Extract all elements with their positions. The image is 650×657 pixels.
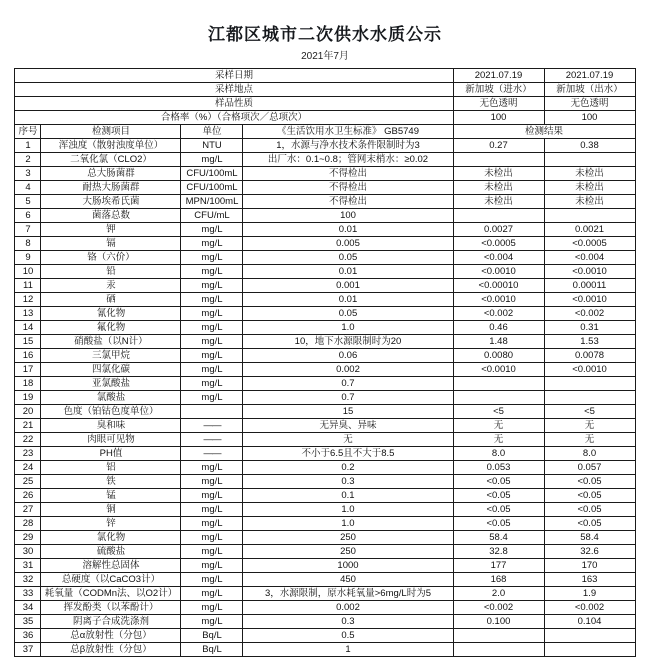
row-index: 16 <box>15 349 41 363</box>
row-item-name: 三氯甲烷 <box>41 349 181 363</box>
row-standard: 1.0 <box>243 503 453 517</box>
table-row <box>15 195 635 209</box>
row-item-name: 硝酸盐（以N计） <box>41 335 181 349</box>
row-index: 21 <box>15 419 41 433</box>
row-item-name: 亚氯酸盐 <box>41 377 181 391</box>
row-result-1: <0.05 <box>453 503 544 517</box>
row-unit: mg/L <box>181 601 243 615</box>
row-result-1: 168 <box>453 573 544 587</box>
row-result-2 <box>544 377 635 391</box>
water-quality-table <box>14 68 635 657</box>
row-result-1: 无 <box>453 433 544 447</box>
row-result-1: <0.0010 <box>453 363 544 377</box>
table-row <box>15 517 635 531</box>
column-header-row <box>15 125 635 139</box>
row-index: 28 <box>15 517 41 531</box>
row-standard: 0.002 <box>243 363 453 377</box>
column-header-standard: 《生活饮用水卫生标准》 GB5749 <box>243 125 453 139</box>
pass-rate-value-1: 100 <box>453 111 544 125</box>
row-result-1 <box>453 153 544 167</box>
row-item-name: PH值 <box>41 447 181 461</box>
row-result-1: <0.0010 <box>453 265 544 279</box>
table-row <box>15 433 635 447</box>
row-index: 13 <box>15 307 41 321</box>
page-subtitle: 2021年7月 <box>301 51 349 62</box>
row-result-2: <0.0005 <box>544 237 635 251</box>
header-row-sample-nature <box>15 97 635 111</box>
row-standard: 0.3 <box>243 475 453 489</box>
row-unit: mg/L <box>181 587 243 601</box>
row-index: 5 <box>15 195 41 209</box>
row-item-name: 硫酸盐 <box>41 545 181 559</box>
row-item-name: 钾 <box>41 223 181 237</box>
page-title: 江都区城市二次供水水质公示 <box>208 25 442 44</box>
table-row <box>15 251 635 265</box>
table-row <box>15 307 635 321</box>
row-index: 25 <box>15 475 41 489</box>
row-result-2: <0.0010 <box>544 265 635 279</box>
row-standard: 无 <box>243 433 453 447</box>
table-row <box>15 293 635 307</box>
row-unit: mg/L <box>181 293 243 307</box>
row-index: 33 <box>15 587 41 601</box>
row-standard: 1.0 <box>243 321 453 335</box>
row-standard: 0.01 <box>243 265 453 279</box>
row-unit: mg/L <box>181 545 243 559</box>
row-standard: 0.5 <box>243 629 453 643</box>
row-item-name: 菌落总数 <box>41 209 181 223</box>
pass-rate-value-2: 100 <box>544 111 635 125</box>
table-row <box>15 531 635 545</box>
row-result-1: 无 <box>453 419 544 433</box>
table-row <box>15 377 635 391</box>
row-result-2: <0.004 <box>544 251 635 265</box>
row-standard: 不得检出 <box>243 167 453 181</box>
row-unit: mg/L <box>181 223 243 237</box>
row-standard: 10，地下水源限制时为20 <box>243 335 453 349</box>
row-result-2 <box>544 643 635 657</box>
row-result-2: 0.0021 <box>544 223 635 237</box>
table-row <box>15 447 635 461</box>
row-unit: mg/L <box>181 335 243 349</box>
row-unit: mg/L <box>181 475 243 489</box>
row-item-name: 总硬度（以CaCO3计） <box>41 573 181 587</box>
row-unit: mg/L <box>181 517 243 531</box>
row-unit <box>181 405 243 419</box>
row-standard: 0.001 <box>243 279 453 293</box>
row-standard: 不小于6.5且不大于8.5 <box>243 447 453 461</box>
row-index: 11 <box>15 279 41 293</box>
row-unit: CFU/100mL <box>181 181 243 195</box>
row-unit: mg/L <box>181 363 243 377</box>
header-row-sampling-location <box>15 83 635 97</box>
row-unit: MPN/100mL <box>181 195 243 209</box>
row-item-name: 总β放射性（分包） <box>41 643 181 657</box>
row-index: 3 <box>15 167 41 181</box>
row-standard: 0.3 <box>243 615 453 629</box>
row-standard: 0.1 <box>243 489 453 503</box>
row-item-name: 溶解性总固体 <box>41 559 181 573</box>
row-result-1: 8.0 <box>453 447 544 461</box>
row-unit: mg/L <box>181 391 243 405</box>
row-item-name: 铝 <box>41 461 181 475</box>
row-result-1 <box>453 377 544 391</box>
row-index: 35 <box>15 615 41 629</box>
row-result-1: <0.0010 <box>453 293 544 307</box>
row-index: 23 <box>15 447 41 461</box>
table-row <box>15 209 635 223</box>
row-standard: 1，水源与净水技术条件限制时为3 <box>243 139 453 153</box>
table-row <box>15 223 635 237</box>
row-index: 19 <box>15 391 41 405</box>
row-standard: 不得检出 <box>243 195 453 209</box>
row-result-2: 未检出 <box>544 181 635 195</box>
row-result-1: 0.053 <box>453 461 544 475</box>
row-result-2 <box>544 153 635 167</box>
row-index: 14 <box>15 321 41 335</box>
row-standard: 1.0 <box>243 517 453 531</box>
table-row <box>15 167 635 181</box>
row-unit: mg/L <box>181 615 243 629</box>
row-result-1: <0.002 <box>453 601 544 615</box>
table-row <box>15 335 635 349</box>
row-result-1: <0.05 <box>453 489 544 503</box>
row-result-2: <0.002 <box>544 601 635 615</box>
row-result-2: 0.31 <box>544 321 635 335</box>
row-unit: mg/L <box>181 237 243 251</box>
row-unit: mg/L <box>181 251 243 265</box>
row-standard: 0.2 <box>243 461 453 475</box>
table-row <box>15 545 635 559</box>
row-result-2: 0.00011 <box>544 279 635 293</box>
row-result-1: <5 <box>453 405 544 419</box>
row-item-name: 铁 <box>41 475 181 489</box>
row-result-2 <box>544 629 635 643</box>
row-result-2: 163 <box>544 573 635 587</box>
row-result-1: 177 <box>453 559 544 573</box>
row-result-1 <box>453 391 544 405</box>
row-result-2: 0.057 <box>544 461 635 475</box>
row-standard: 不得检出 <box>243 181 453 195</box>
row-result-2: 58.4 <box>544 531 635 545</box>
table-row <box>15 363 635 377</box>
row-unit: mg/L <box>181 377 243 391</box>
row-standard: 1 <box>243 643 453 657</box>
row-standard: 0.7 <box>243 391 453 405</box>
row-result-2: <0.05 <box>544 503 635 517</box>
row-index: 31 <box>15 559 41 573</box>
row-standard: 0.06 <box>243 349 453 363</box>
label-sample-nature: 样品性质 <box>15 97 453 111</box>
row-item-name: 硒 <box>41 293 181 307</box>
row-result-2: <5 <box>544 405 635 419</box>
row-index: 36 <box>15 629 41 643</box>
row-index: 2 <box>15 153 41 167</box>
row-result-2: 170 <box>544 559 635 573</box>
row-result-2: 8.0 <box>544 447 635 461</box>
row-result-1: 0.27 <box>453 139 544 153</box>
row-result-1: <0.002 <box>453 307 544 321</box>
row-standard: 3，水源限制，原水耗氧量>6mg/L时为5 <box>243 587 453 601</box>
table-row <box>15 461 635 475</box>
table-row <box>15 587 635 601</box>
row-unit: —— <box>181 433 243 447</box>
row-result-1: 32.8 <box>453 545 544 559</box>
row-result-2: 未检出 <box>544 167 635 181</box>
row-result-1: <0.05 <box>453 475 544 489</box>
row-index: 18 <box>15 377 41 391</box>
row-index: 26 <box>15 489 41 503</box>
row-result-1 <box>453 643 544 657</box>
sampling-location-value-1: 新加坡（进水） <box>453 83 544 97</box>
row-item-name: 氰化物 <box>41 307 181 321</box>
row-item-name: 氯酸盐 <box>41 391 181 405</box>
row-standard: 250 <box>243 545 453 559</box>
row-item-name: 臭和味 <box>41 419 181 433</box>
row-index: 29 <box>15 531 41 545</box>
row-result-2: <0.0010 <box>544 293 635 307</box>
row-result-2: <0.0010 <box>544 363 635 377</box>
sampling-location-value-2: 新加坡（出水） <box>544 83 635 97</box>
table-row <box>15 643 635 657</box>
table-row <box>15 503 635 517</box>
row-item-name: 铬（六价） <box>41 251 181 265</box>
table-row <box>15 489 635 503</box>
row-standard: 0.05 <box>243 251 453 265</box>
row-result-1: 未检出 <box>453 181 544 195</box>
row-index: 15 <box>15 335 41 349</box>
row-unit: mg/L <box>181 489 243 503</box>
row-result-1: 1.48 <box>453 335 544 349</box>
row-unit: CFU/100mL <box>181 167 243 181</box>
row-standard: 出厂水：0.1~0.8；管网末梢水：≥0.02 <box>243 153 453 167</box>
row-index: 30 <box>15 545 41 559</box>
row-index: 1 <box>15 139 41 153</box>
row-item-name: 铜 <box>41 503 181 517</box>
table-body <box>15 139 635 657</box>
row-result-1: <0.00010 <box>453 279 544 293</box>
row-item-name: 总α放射性（分包） <box>41 629 181 643</box>
row-standard: 无异臭、异味 <box>243 419 453 433</box>
header-row-sampling-date <box>15 69 635 83</box>
row-result-1: <0.0005 <box>453 237 544 251</box>
row-item-name: 阴离子合成洗涤剂 <box>41 615 181 629</box>
row-result-2 <box>544 391 635 405</box>
row-unit: mg/L <box>181 265 243 279</box>
sample-nature-value-1: 无色透明 <box>453 97 544 111</box>
row-unit: mg/L <box>181 279 243 293</box>
row-result-1 <box>453 209 544 223</box>
row-standard: 15 <box>243 405 453 419</box>
row-result-2: <0.05 <box>544 475 635 489</box>
row-result-2: <0.05 <box>544 489 635 503</box>
table-row <box>15 321 635 335</box>
row-item-name: 色度（铂钴色度单位） <box>41 405 181 419</box>
table-row <box>15 419 635 433</box>
label-sampling-date: 采样日期 <box>15 69 453 83</box>
row-item-name: 浑浊度（散射浊度单位） <box>41 139 181 153</box>
row-index: 7 <box>15 223 41 237</box>
table-row <box>15 391 635 405</box>
row-index: 12 <box>15 293 41 307</box>
label-pass-rate: 合格率（%）（合格项次／总项次） <box>15 111 453 125</box>
row-item-name: 大肠埃希氏菌 <box>41 195 181 209</box>
row-result-1 <box>453 629 544 643</box>
row-unit: Bq/L <box>181 629 243 643</box>
column-header-unit: 单位 <box>181 125 243 139</box>
row-result-2: 32.6 <box>544 545 635 559</box>
row-unit: —— <box>181 447 243 461</box>
label-sampling-location: 采样地点 <box>15 83 453 97</box>
row-item-name: 四氯化碳 <box>41 363 181 377</box>
row-standard: 0.005 <box>243 237 453 251</box>
row-standard: 0.01 <box>243 223 453 237</box>
row-result-2: 无 <box>544 419 635 433</box>
column-header-result: 检测结果 <box>453 125 635 139</box>
row-unit: CFU/mL <box>181 209 243 223</box>
row-item-name: 耐热大肠菌群 <box>41 181 181 195</box>
row-index: 8 <box>15 237 41 251</box>
row-unit: Bq/L <box>181 643 243 657</box>
row-item-name: 肉眼可见物 <box>41 433 181 447</box>
row-result-2: 无 <box>544 433 635 447</box>
column-header-item: 检测项目 <box>41 125 181 139</box>
table-row <box>15 475 635 489</box>
row-unit: mg/L <box>181 573 243 587</box>
row-unit: mg/L <box>181 531 243 545</box>
row-item-name: 镉 <box>41 237 181 251</box>
row-index: 37 <box>15 643 41 657</box>
row-item-name: 氯化物 <box>41 531 181 545</box>
row-index: 6 <box>15 209 41 223</box>
row-result-2 <box>544 209 635 223</box>
row-result-2: 0.38 <box>544 139 635 153</box>
row-result-1: 0.0027 <box>453 223 544 237</box>
column-header-index: 序号 <box>15 125 41 139</box>
row-index: 22 <box>15 433 41 447</box>
table-row <box>15 405 635 419</box>
table-row <box>15 181 635 195</box>
row-unit: NTU <box>181 139 243 153</box>
row-result-1: 0.46 <box>453 321 544 335</box>
sampling-date-value-1: 2021.07.19 <box>453 69 544 83</box>
row-standard: 450 <box>243 573 453 587</box>
row-result-1: 2.0 <box>453 587 544 601</box>
sampling-date-value-2: 2021.07.19 <box>544 69 635 83</box>
row-index: 24 <box>15 461 41 475</box>
row-standard: 0.7 <box>243 377 453 391</box>
sample-nature-value-2: 无色透明 <box>544 97 635 111</box>
row-unit: mg/L <box>181 307 243 321</box>
row-item-name: 氟化物 <box>41 321 181 335</box>
row-unit: mg/L <box>181 559 243 573</box>
row-item-name: 锌 <box>41 517 181 531</box>
table-row <box>15 629 635 643</box>
row-item-name: 铅 <box>41 265 181 279</box>
row-index: 4 <box>15 181 41 195</box>
row-index: 17 <box>15 363 41 377</box>
row-item-name: 锰 <box>41 489 181 503</box>
table-row <box>15 615 635 629</box>
row-result-2: 0.104 <box>544 615 635 629</box>
row-unit: mg/L <box>181 503 243 517</box>
row-index: 32 <box>15 573 41 587</box>
row-standard: 100 <box>243 209 453 223</box>
row-result-2: 1.53 <box>544 335 635 349</box>
row-result-2: 0.0078 <box>544 349 635 363</box>
row-result-1: 0.0080 <box>453 349 544 363</box>
row-result-2: 未检出 <box>544 195 635 209</box>
table-row <box>15 265 635 279</box>
row-item-name: 挥发酚类（以苯酚计） <box>41 601 181 615</box>
row-result-2: <0.05 <box>544 517 635 531</box>
row-item-name: 二氧化氯（CLO2） <box>41 153 181 167</box>
row-index: 27 <box>15 503 41 517</box>
header-row-pass-rate <box>15 111 635 125</box>
row-standard: 250 <box>243 531 453 545</box>
row-standard: 0.002 <box>243 601 453 615</box>
table-row <box>15 237 635 251</box>
row-index: 10 <box>15 265 41 279</box>
row-result-1: 0.100 <box>453 615 544 629</box>
table-row <box>15 139 635 153</box>
table-row <box>15 349 635 363</box>
table-row <box>15 601 635 615</box>
row-result-1: <0.05 <box>453 517 544 531</box>
row-standard: 1000 <box>243 559 453 573</box>
table-row <box>15 573 635 587</box>
row-result-2: <0.002 <box>544 307 635 321</box>
row-index: 34 <box>15 601 41 615</box>
row-unit: mg/L <box>181 153 243 167</box>
row-result-1: 未检出 <box>453 195 544 209</box>
row-unit: mg/L <box>181 321 243 335</box>
table-row <box>15 153 635 167</box>
row-unit: mg/L <box>181 461 243 475</box>
row-result-2: 1.9 <box>544 587 635 601</box>
row-standard: 0.01 <box>243 293 453 307</box>
row-unit: mg/L <box>181 349 243 363</box>
row-result-1: 58.4 <box>453 531 544 545</box>
row-result-1: 未检出 <box>453 167 544 181</box>
row-index: 20 <box>15 405 41 419</box>
table-row <box>15 559 635 573</box>
row-unit: —— <box>181 419 243 433</box>
row-result-1: <0.004 <box>453 251 544 265</box>
row-index: 9 <box>15 251 41 265</box>
row-standard: 0.05 <box>243 307 453 321</box>
row-item-name: 耗氧量（CODMn法、以O2计） <box>41 587 181 601</box>
row-item-name: 汞 <box>41 279 181 293</box>
table-row <box>15 279 635 293</box>
row-item-name: 总大肠菌群 <box>41 167 181 181</box>
